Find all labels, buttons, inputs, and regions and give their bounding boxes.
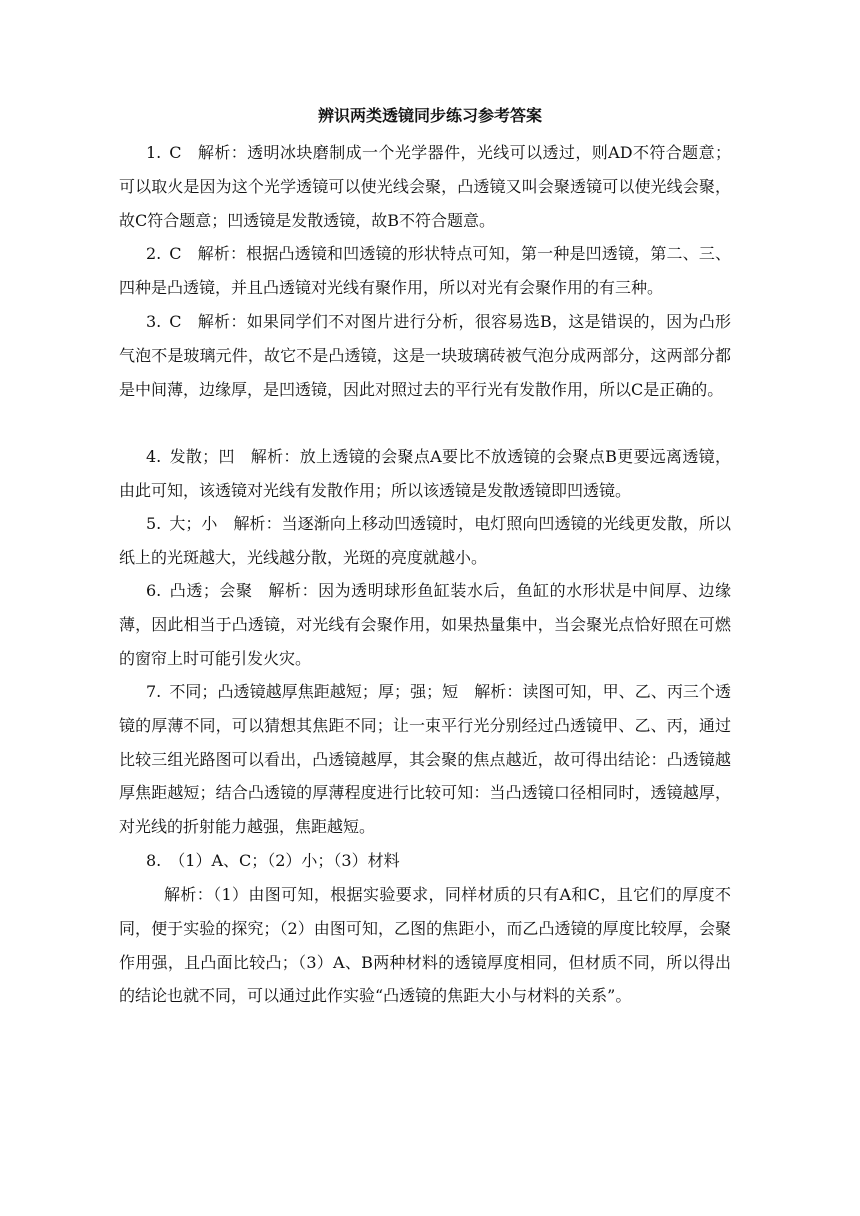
item-number: 1. xyxy=(146,143,162,162)
answer-item-8 xyxy=(119,844,731,878)
item-explanation: 解析：根据凸透镜和凹透镜的形状特点可知，第一种是凹透镜，第二、三、四种是凸透镜，并且凸透镜对光线有聚作用，所以对光有会聚作用的有三种。 xyxy=(119,244,731,297)
answer-item-8-explanation: 解析：（1）由图可知，根据实验要求，同样材质的只有A和C，且它们的厚度不同，便于实验的探究；（2）由图可知，乙图的焦距小，而乙凸透镜的厚度比较厚，会聚作用强，且凸面比较凸；（3）A、B两种材料的透镜厚度相同，但材质不同，所以得出的结论也就不同，可以通过此作实验“凸透镜的焦距大小与材料的关系”。 xyxy=(119,885,731,1006)
item-explanation: 解析：因为透明球形鱼缸装水后，鱼缸的水形状是中间厚、边缘薄，因此相当于凸透镜，对光线有会聚作用，如果热量集中，当会聚光点恰好照在可燃的窗帘上时可能引发火灾。 xyxy=(119,581,731,668)
item-explanation: 解析：透明冰块磨制成一个光学器件，光线可以透过，则AD不符合题意；可以取火是因为这个光学透镜可以使光线会聚，凸透镜又叫会聚透镜可以使光线会聚，故C符合题意；凹透镜是发散透镜，故B不符合题意。 xyxy=(119,143,731,230)
item-number: 6. xyxy=(146,581,162,600)
item-explanation: 解析：读图可知，甲、乙、丙三个透镜的厚薄不同，可以猜想其焦距不同；让一束平行光分别经过凸透镜甲、乙、丙，通过比较三组光路图可以看出，凸透镜越厚，其会聚的焦点越近，故可得出结论：凸透镜越厚焦距越短；结合凸透镜的厚薄程度进行比较可知：当凸透镜口径相同时，透镜越厚，对光线的折射能力越强，焦距越短。 xyxy=(119,682,731,837)
page-title: 辨识两类透镜同步练习参考答案 xyxy=(317,106,542,125)
item-explanation: 解析：放上透镜的会聚点A要比不放透镜的会聚点B更要远离透镜，由此可知，该透镜对光线有发散作用；所以该透镜是发散透镜即凹透镜。 xyxy=(119,447,731,500)
answer-item-3 xyxy=(119,305,731,406)
item-number: 8. xyxy=(146,851,162,870)
answer-item-7 xyxy=(119,675,731,844)
item-answer: （1）A、C；（2）小；（3）材料 xyxy=(169,851,400,870)
answer-item-6 xyxy=(119,574,731,675)
item-explanation: 解析：当逐渐向上移动凹透镜时，电灯照向凹透镜的光线更发散，所以纸上的光斑越大，光线越分散，光斑的亮度就越小。 xyxy=(119,514,731,567)
item-answer: C xyxy=(169,244,182,263)
answer-item-2 xyxy=(119,237,731,305)
item-number: 7. xyxy=(146,682,162,701)
answer-item-1 xyxy=(119,136,731,237)
item-number: 5. xyxy=(146,514,162,533)
item-answer: 发散；凹 xyxy=(169,447,235,466)
item-answer: C xyxy=(169,312,182,331)
item-answer: 大；小 xyxy=(169,514,218,533)
item-answer: 凸透；会聚 xyxy=(169,581,253,600)
item-number: 4. xyxy=(146,447,162,466)
item-explanation: 解析：如果同学们不对图片进行分析，很容易选B，这是错误的，因为凸形气泡不是玻璃元件，故它不是凸透镜，这是一块玻璃砖被气泡分成两部分，这两部分都是中间薄，边缘厚，是凹透镜，因此对照过去的平行光有发散作用，所以C是正确的。 xyxy=(119,312,731,399)
item-answer: 不同；凸透镜越厚焦距越短；厚；强；短 xyxy=(169,682,459,701)
answer-item-4 xyxy=(119,440,731,508)
item-number: 2. xyxy=(146,244,162,263)
item-number: 3. xyxy=(146,312,162,331)
answer-item-5 xyxy=(119,507,731,575)
item-answer: C xyxy=(169,143,182,162)
